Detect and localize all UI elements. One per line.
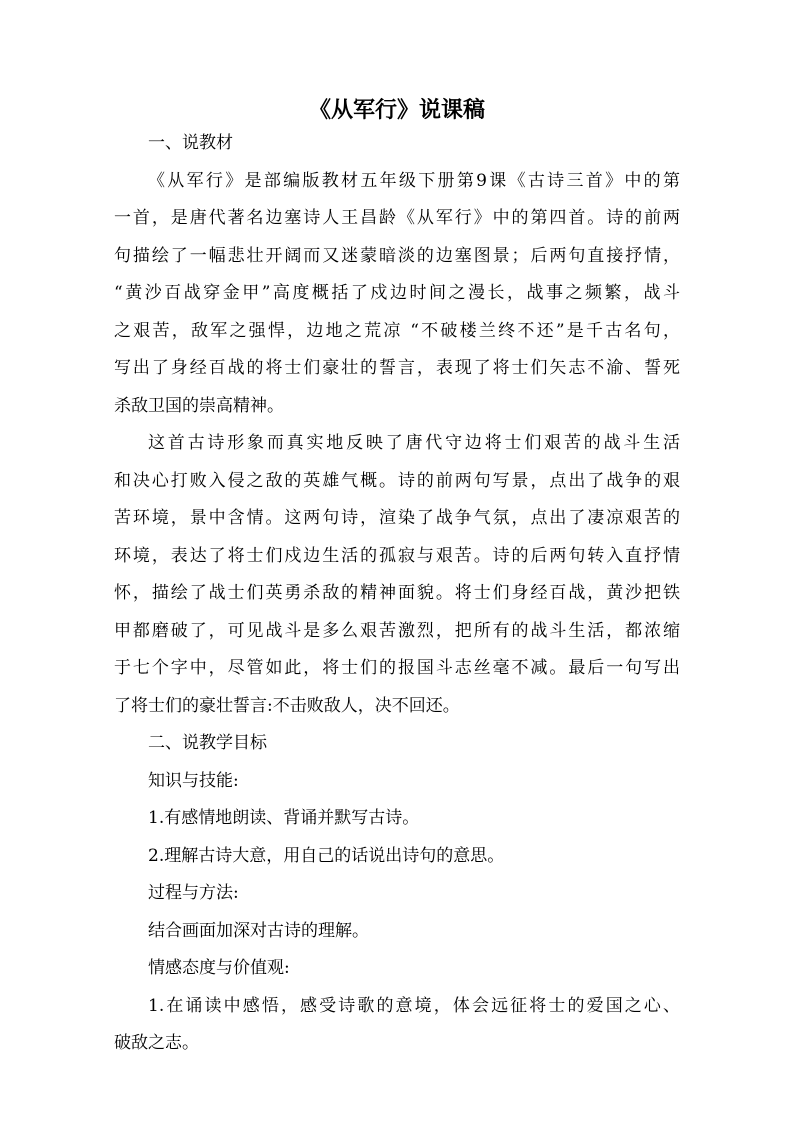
text-line: 一、说教材 (148, 133, 233, 153)
text-line: 情感态度与价值观: (148, 958, 290, 978)
text-line: 甲都磨破了，可见战斗是多么艰苦激烈，把所有的战斗生活，都浓缩 (114, 620, 680, 641)
page-title: 《从军行》说课稿 (308, 98, 485, 123)
text-line: 1.在诵读中感悟，感受诗歌的意境，体会远征将士的爱国之心、 (148, 995, 680, 1016)
text-line: 破敌之志。 (114, 1033, 199, 1053)
text-line: 这首古诗形象而真实地反映了唐代守边将士们艰苦的战斗生活 (148, 433, 680, 453)
text-line: 1.有感情地朗读、背诵并默写古诗。 (148, 808, 420, 828)
text-line: 怀，描绘了战士们英勇杀敌的精神面貌。将士们身经百战，黄沙把铁 (114, 583, 680, 603)
text-line: 了将士们的豪壮誓言:不击败敌人，决不回还。 (114, 695, 460, 716)
text-line: 句描绘了一幅悲壮开阔而又迷蒙暗淡的边塞图景；后两句直接抒情， (114, 245, 680, 266)
text-line: 杀敌卫国的崇高精神。 (114, 395, 284, 416)
text-line: 2.理解古诗大意，用自己的话说出诗句的意思。 (148, 845, 505, 866)
text-line: 二、说教学目标 (148, 733, 267, 753)
text-line: 和决心打败入侵之敌的英雄气概。诗的前两句写景，点出了战争的艰 (114, 470, 680, 491)
text-line: 于七个字中，尽管如此，将士们的报国斗志丝毫不减。最后一句写出 (114, 658, 680, 678)
text-line: “黄沙百战穿金甲”高度概括了戍边时间之漫长，战事之频繁，战斗 (114, 283, 680, 303)
text-line: 苦环境，景中含情。这两句诗，渲染了战争气氛，点出了凄凉艰苦的 (114, 508, 680, 528)
text-line: 《从军行》是部编版教材五年级下册第9课《古诗三首》中的第 (148, 170, 680, 191)
text-line: 结合画面加深对古诗的理解。 (148, 920, 369, 941)
text-line: 之艰苦，敌军之强悍，边地之荒凉 “不破楼兰终不还”是千古名句， (114, 320, 680, 341)
text-line: 过程与方法: (148, 883, 239, 903)
text-line: 写出了身经百战的将士们豪壮的誓言，表现了将士们矢志不渝、誓死 (114, 358, 680, 378)
text-line: 环境，表达了将士们戍边生活的孤寂与艰苦。诗的后两句转入直抒情 (114, 545, 680, 566)
text-line: 一首，是唐代著名边塞诗人王昌龄《从军行》中的第四首。诗的前两 (114, 208, 680, 228)
document-body (114, 125, 680, 1063)
text-line: 知识与技能: (148, 770, 239, 791)
